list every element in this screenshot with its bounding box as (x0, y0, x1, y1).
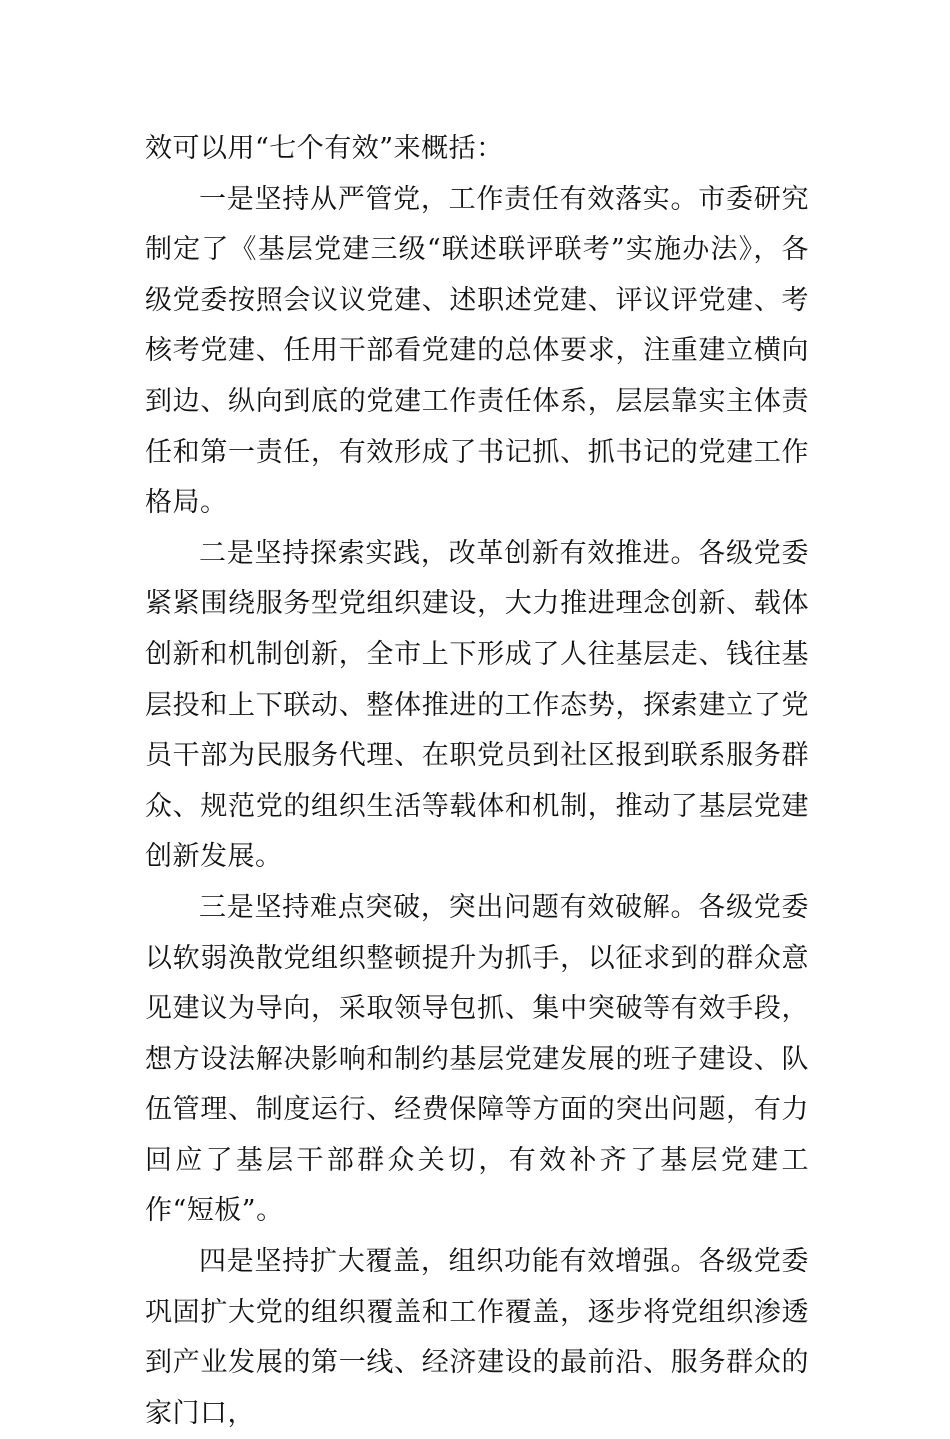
paragraph-first-point: 一是坚持从严管党，工作责任有效落实。市委研究制定了《基层党建三级“联述联评联考”实施办法》，各级党委按照会议议党建、述职述党建、评议评党建、考核考党建、任用干部看党建的总体要求，注重建立横向到边、纵向到底的党建工作责任体系，层层靠实主体责任和第一责任，有效形成了书记抓、抓书记的党建工作格局。 (145, 183, 809, 519)
paragraph-second-point: 二是坚持探索实践，改革创新有效推进。各级党委紧紧围绕服务型党组织建设，大力推进理念创新、载体创新和机制创新，全市上下形成了人往基层走、钱往基层投和上下联动、整体推进的工作态势，探索建立了党员干部为民服务代理、在职党员到社区报到联系服务群众、规范党的组织生活等载体和机制，推动了基层党建创新发展。 (145, 537, 809, 873)
paragraph-fourth-point: 四是坚持扩大覆盖，组织功能有效增强。各级党委巩固扩大党的组织覆盖和工作覆盖，逐步将党组织渗透到产业发展的第一线、经济建设的最前沿、服务群众的家门口， (145, 1246, 809, 1429)
paragraph-third-point: 三是坚持难点突破，突出问题有效破解。各级党委以软弱涣散党组织整顿提升为抓手，以征求到的群众意见建议为导向，采取领导包抓、集中突破等有效手段，想方设法解决影响和制约基层党建发展的班子建设、队伍管理、制度运行、经费保障等方面的突出问题，有力回应了基层干部群众关切，有效补齐了基层党建工作“短板”。 (145, 891, 809, 1227)
document-body (145, 124, 809, 1439)
paragraph-intro-line: 效可以用“七个有效”来概括： (145, 133, 504, 164)
